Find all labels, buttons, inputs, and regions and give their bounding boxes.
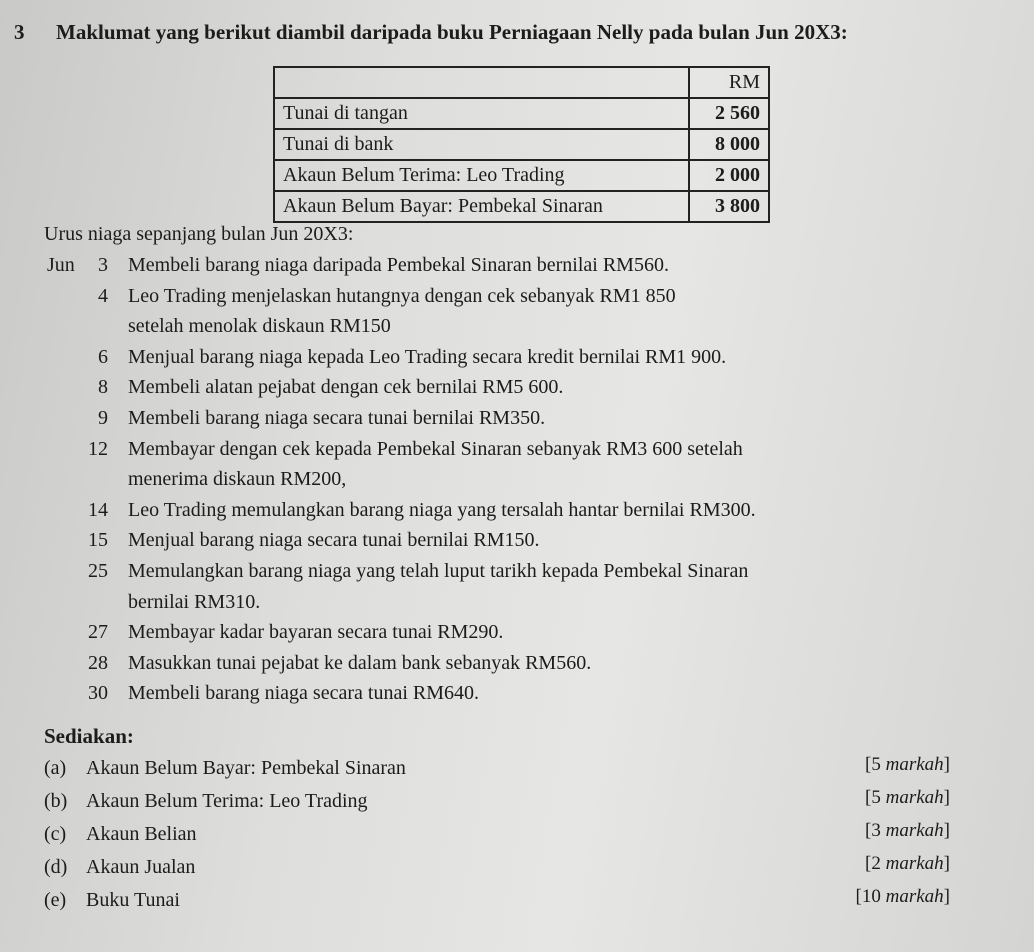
question-intro: Maklumat yang berikut diambil daripada buku Perniagaan Nelly pada bulan Jun 20X3: [56,20,848,44]
balance-name: Akaun Belum Bayar: Pembekal Sinaran [274,191,689,222]
balance-amount: 2 000 [689,160,769,191]
transaction-day: 3 [98,254,108,276]
transaction-day: 6 [98,345,108,368]
opening-balances-table [273,66,770,223]
balance-name: Akaun Belum Terima: Leo Trading [274,160,689,191]
table-header-row [274,67,769,98]
task-text: Buku Tunai [86,889,180,911]
marks-close: ] [943,787,950,808]
transaction-day: 28 [88,651,108,674]
marks-word: markah [885,754,944,775]
marks-count: [2 [865,853,886,874]
transaction-text: setelah menolak diskaun RM150 [128,315,391,338]
marks-count: [5 [865,787,886,808]
table-header-blank [274,67,689,98]
task-marks [856,886,950,908]
table-row [274,191,769,222]
transaction-text: Membayar kadar bayaran secara tunai RM290. [128,621,504,644]
month-label: Jun [47,254,75,276]
task-marks [865,853,950,875]
marks-close: ] [943,853,950,874]
transaction-text: Memulangkan barang niaga yang telah luput tarikh kepada Pembekal Sinaran [128,560,749,582]
transaction-day: 4 [98,284,108,307]
transaction-text: Membeli barang niaga secara tunai bernilai RM350. [128,407,546,429]
table-row [274,160,769,191]
transaction-text: menerima diskaun RM200, [128,468,347,491]
transaction-text: Menjual barang niaga secara tunai bernilai RM150. [128,529,540,552]
balance-amount: 2 560 [689,98,769,129]
transaction-text: Membeli barang niaga daripada Pembekal Sinaran bernilai RM560. [128,254,669,276]
transaction-text: Leo Trading menjelaskan hutangnya dengan cek sebanyak RM1 850 [128,284,676,307]
marks-count: [3 [865,820,886,841]
marks-word: markah [885,853,944,874]
task-marks [865,787,950,809]
marks-close: ] [943,754,950,775]
transaction-day: 30 [88,682,108,705]
marks-close: ] [943,886,950,907]
transaction-text: Leo Trading memulangkan barang niaga yang tersalah hantar bernilai RM300. [128,498,756,521]
task-label: (a) [44,757,67,779]
task-marks [865,820,950,842]
task-label: (c) [44,823,67,845]
currency-header: RM [689,67,769,98]
task-label: (e) [44,889,67,911]
task-text: Akaun Belian [86,823,197,845]
marks-word: markah [885,820,944,841]
marks-count: [10 [855,886,886,907]
transaction-text: bernilai RM310. [128,590,261,613]
transactions-heading: Urus niaga sepanjang bulan Jun 20X3: [44,223,354,245]
transaction-day: 27 [88,621,108,644]
transaction-day: 25 [88,560,108,582]
task-text: Akaun Jualan [86,856,196,878]
task-label: (b) [44,790,68,812]
transaction-day: 12 [88,437,108,460]
transaction-text: Masukkan tunai pejabat ke dalam bank sebanyak RM560. [128,651,592,674]
task-label: (d) [44,856,68,878]
transaction-text: Menjual barang niaga kepada Leo Trading secara kredit bernilai RM1 900. [128,345,727,368]
balance-name: Tunai di bank [274,129,689,160]
balance-amount: 3 800 [689,191,769,222]
transaction-day: 15 [88,529,108,552]
table-row [274,129,769,160]
balance-name: Tunai di tangan [274,98,689,129]
transaction-day: 14 [88,498,108,521]
task-text: Akaun Belum Terima: Leo Trading [86,790,368,812]
marks-word: markah [885,886,944,907]
task-text: Akaun Belum Bayar: Pembekal Sinaran [86,757,406,779]
question-number: 3 [14,20,25,44]
tasks-heading: Sediakan: [44,724,134,748]
marks-word: markah [885,787,944,808]
transaction-text: Membeli barang niaga secara tunai RM640. [128,682,479,705]
transaction-day: 9 [98,407,108,429]
transaction-day: 8 [98,376,108,399]
task-marks [865,754,950,776]
transaction-text: Membeli alatan pejabat dengan cek bernilai RM5 600. [128,376,564,399]
transaction-text: Membayar dengan cek kepada Pembekal Sinaran sebanyak RM3 600 setelah [128,437,743,460]
marks-close: ] [943,820,950,841]
marks-count: [5 [865,754,886,775]
balance-amount: 8 000 [689,129,769,160]
table-row [274,98,769,129]
